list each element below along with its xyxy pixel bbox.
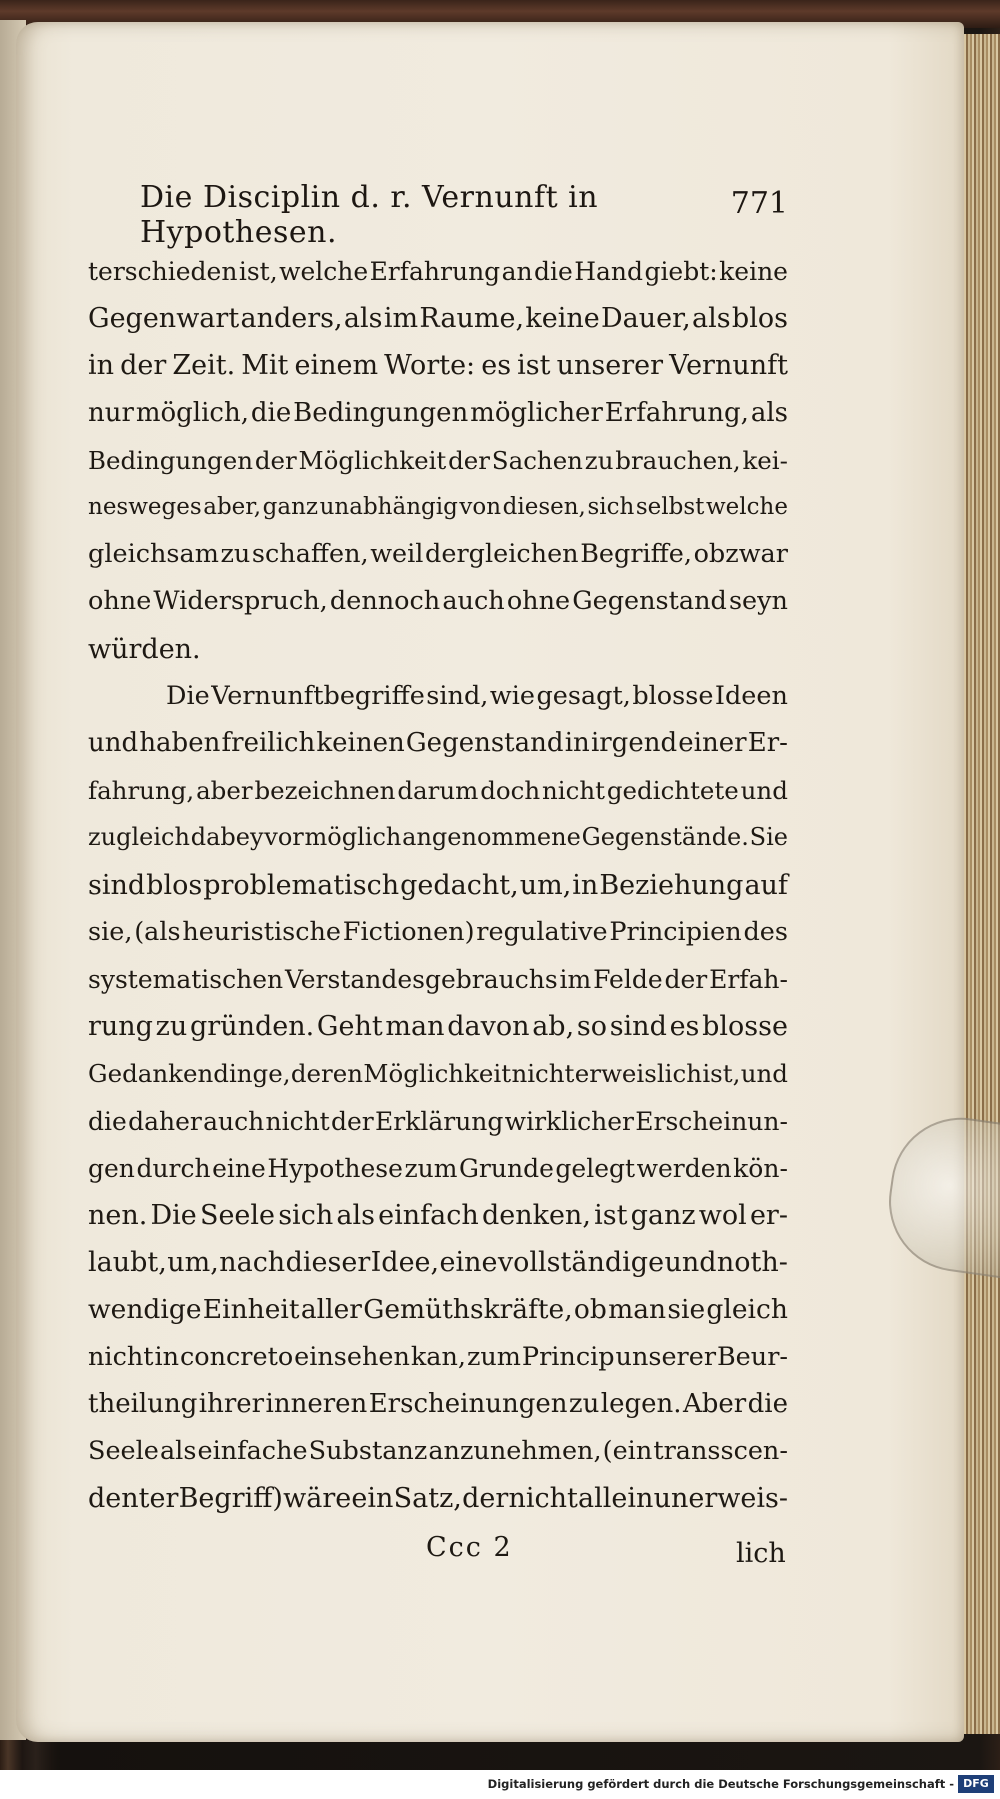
text-line: denter Begriff) wäre ein Satz, der nicht allein unerweis- [88, 1483, 788, 1515]
text-line: wendige Einheit aller Gemüthskräfte, ob man sie gleich [88, 1294, 788, 1326]
text-line: rung zu gründen. Geht man davon ab, so sind es blosse [88, 1011, 788, 1043]
text-line: systematischen Verstandesgebrauchs im Felde der Erfah- [88, 965, 788, 995]
text-line: Seele als einfache Substanz anzunehmen, (ein transscen- [88, 1436, 788, 1467]
text-line: laubt, um, nach dieser Idee, eine vollständige und noth- [88, 1247, 788, 1279]
text-line: Die Vernunftbegriffe sind, wie gesagt, blosse Ideen [166, 680, 788, 711]
text-line: sie, (als heuristische Fictionen) regulative Principien des [88, 916, 788, 947]
text-line: in der Zeit. Mit einem Worte: es ist unserer Vernunft [88, 350, 788, 382]
text-line: würden. [88, 633, 201, 665]
digitization-footer [0, 1770, 1000, 1799]
text-line: zugleich dabey vor möglich angenommene Gegenstände. Sie [88, 823, 788, 852]
text-line: sind blos problematisch gedacht, um, in Beziehung auf [88, 869, 788, 901]
page-body-text [88, 248, 788, 1522]
signature-mark: Ccc 2 [426, 1532, 513, 1563]
text-line: nen. Die Seele sich als einfach denken, ist ganz wol er- [88, 1200, 788, 1232]
text-line: nur möglich, die Bedingungen möglicher Erfahrung, als [88, 397, 788, 428]
text-line: nicht in concreto einsehen kan, zum Princip unserer Beur- [88, 1341, 788, 1372]
text-line: ohne Widerspruch, dennoch auch ohne Gegenstand seyn [88, 586, 788, 617]
text-line: gleichsam zu schaffen, weil dergleichen Begriffe, obzwar [88, 539, 788, 570]
text-line: Bedingungen der Möglichkeit der Sachen zu brauchen, kei- [88, 445, 788, 475]
text-line: fahrung, aber bezeichnen darum doch nicht gedichtete und [88, 776, 788, 806]
dfg-logo: DFG [958, 1775, 994, 1793]
catchword: lich [736, 1538, 786, 1569]
text-line: theilung ihrer inneren Erscheinungen zu legen. Aber die [88, 1388, 788, 1419]
text-line: Gedankendinge, deren Möglichkeit nicht erweislich ist, und [88, 1059, 788, 1089]
text-line: nesweges aber, ganz unabhängig von diesen, sich selbst welche [88, 494, 788, 521]
text-line: Gegenwart anders, als im Raume, keine Dauer, als blos [88, 303, 788, 335]
text-line: terschieden ist, welche Erfahrung an die Hand giebt: keine [88, 257, 788, 286]
footer-credit: Digitalisierung gefördert durch die Deutsche Forschungsgemeinschaft - [487, 1777, 954, 1791]
text-line: die daher auch nicht der Erklärung wirklicher Erscheinun- [88, 1106, 788, 1136]
running-head: Die Disciplin d. r. Vernunft in Hypothesen. [140, 180, 599, 250]
text-line: und haben freilich keinen Gegenstand in irgend einer Er- [88, 728, 788, 759]
page-number: 771 [730, 186, 788, 221]
text-line: gen durch eine Hypothese zum Grunde gelegt werden kön- [88, 1153, 788, 1183]
page-block-edge [960, 34, 1000, 1734]
